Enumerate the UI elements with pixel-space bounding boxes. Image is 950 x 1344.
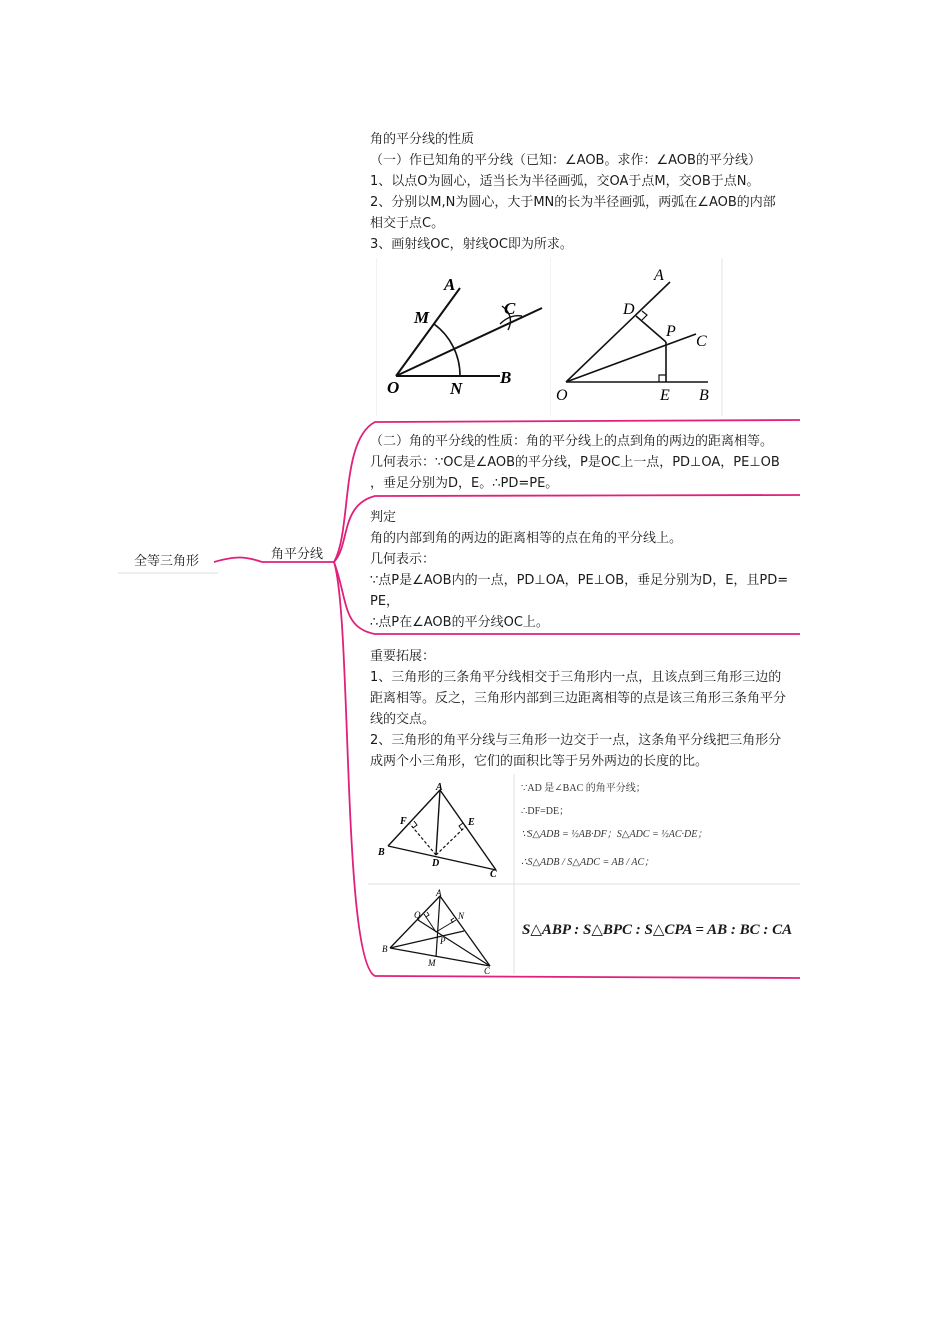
label-E: E <box>660 387 670 404</box>
label-B: B <box>699 387 709 404</box>
label-C: C <box>484 966 491 976</box>
label-A: A <box>436 888 442 898</box>
formula-line: ∵S△ADB = ½AB·DF；S△ADC = ½AC·DE； <box>521 829 708 840</box>
label-F: F <box>400 816 407 827</box>
section3 <box>370 507 788 633</box>
label-Q: Q <box>414 910 421 920</box>
section3-line: ∴点P在∠AOB的平分线OC上。 <box>370 615 549 630</box>
section1-line: 相交于点C。 <box>370 216 445 231</box>
section2 <box>370 431 780 494</box>
label-A: A <box>436 782 443 793</box>
label-E: E <box>468 817 475 828</box>
formula-line: ∴DF=DE； <box>521 806 570 817</box>
section4 <box>370 646 786 772</box>
label-P: P <box>440 936 446 946</box>
section4-line: 重要拓展： <box>370 649 436 664</box>
label-C: C <box>696 333 707 350</box>
label-N: N <box>450 379 463 398</box>
label-O: O <box>387 378 400 397</box>
label-P: P <box>666 323 676 340</box>
figure-bisector-property <box>550 258 725 416</box>
section4-line: 成两个小三角形，它们的面积比等于另外两边的长度的比。 <box>370 754 709 769</box>
formula-line: ∴S△ADB / S△ADC = AB / AC； <box>521 857 655 868</box>
section3-line: 角的内部到角的两边的距离相等的点在角的平分线上。 <box>370 531 683 546</box>
section4-line: 1、三角形的三条角平分线相交于三角形内一点，且该点到三角形三边的 <box>370 670 782 685</box>
section4-line: 线的交点。 <box>370 712 436 727</box>
figure-triangle-bisector <box>370 778 515 882</box>
label-O: O <box>556 387 568 404</box>
label-D: D <box>432 858 440 869</box>
label-M: M <box>414 308 430 327</box>
section4-line: 2、三角形的角平分线与三角形一边交于一点，这条角平分线把三角形分 <box>370 733 782 748</box>
section1-title: 角的平分线的性质 <box>370 132 475 147</box>
figure-construction <box>376 258 548 416</box>
section2-line: 几何表示：∵OC是∠AOB的平分线，P是OC上一点，PD⊥OA，PE⊥OB <box>370 455 780 470</box>
section1-line: 1、以点O为圆心，适当长为半径画弧，交OA于点M，交OB于点N。 <box>370 174 760 189</box>
label-M: M <box>428 958 436 968</box>
label-A: A <box>444 275 456 294</box>
section2-line: （二）角的平分线的性质：角的平分线上的点到角的两边的距离相等。 <box>370 434 774 449</box>
section1 <box>370 129 776 255</box>
section2-line: ，垂足分别为D，E。∴PD=PE。 <box>370 476 559 491</box>
section3-line: 几何表示： <box>370 552 436 567</box>
formula-block-1 <box>521 779 799 877</box>
label-B: B <box>500 368 512 387</box>
section4-line: 距离相等。反之，三角形内部到三边距离相等的点是该三角形三条角平分 <box>370 691 787 706</box>
label-B: B <box>382 944 388 954</box>
label-C: C <box>504 299 516 318</box>
figure-triangle-incenter <box>378 886 512 976</box>
section3-line: ∵点P是∠AOB内的一点，PD⊥OA，PE⊥OB，垂足分别为D，E，且PD= <box>370 573 789 588</box>
section1-line: 3、画射线OC，射线OC即为所求。 <box>370 237 573 252</box>
branch-node: 角平分线 <box>271 547 324 562</box>
formula-line: ∵AD 是∠BAC 的角平分线； <box>521 783 646 794</box>
section3-line: 判定 <box>370 510 397 525</box>
root-node: 全等三角形 <box>134 554 200 569</box>
label-A: A <box>654 267 664 284</box>
section1-line: （一）作已知角的平分线（已知：∠AOB。求作：∠AOB的平分线） <box>370 153 761 168</box>
label-N: N <box>458 911 465 921</box>
formula-area-ratio: S△ABP : S△BPC : S△CPA = AB : BC : CA <box>522 922 793 938</box>
label-C: C <box>490 869 497 880</box>
section3-line: PE， <box>370 594 400 609</box>
section1-line: 2、分别以M,N为圆心，大于MN的长为半径画弧，两弧在∠AOB的内部 <box>370 195 776 210</box>
label-B: B <box>378 847 385 858</box>
root-branch-connector <box>214 558 262 563</box>
label-D: D <box>623 301 635 318</box>
